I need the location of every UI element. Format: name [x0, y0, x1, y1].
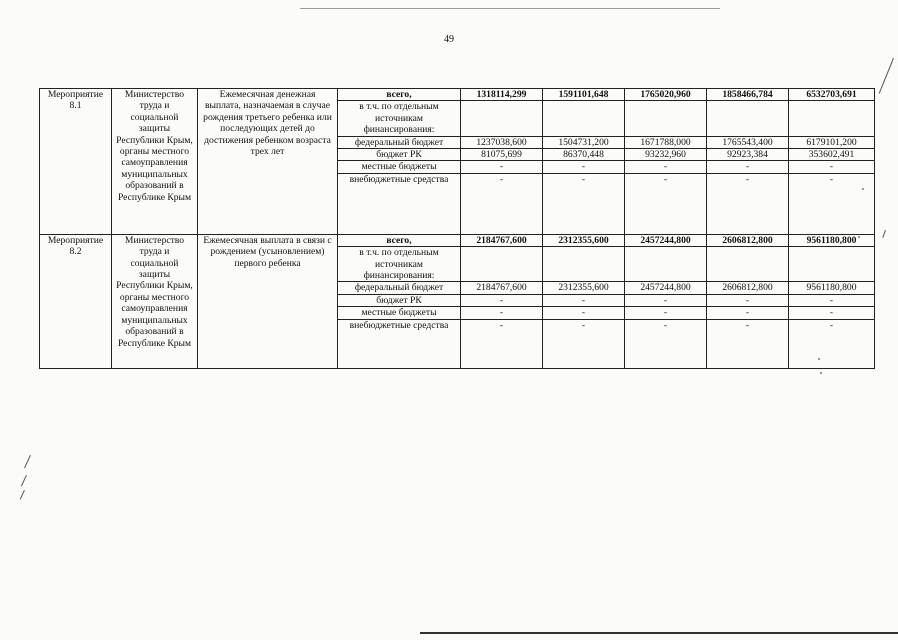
value-cell: 2606812,800 — [707, 282, 789, 294]
source-cell: всего, — [338, 234, 461, 246]
value-cell: 6179101,200 — [789, 136, 875, 148]
value-cell: 93232,960 — [625, 149, 707, 161]
value-cell: - — [625, 161, 707, 173]
source-cell: федеральный бюджет — [338, 282, 461, 294]
source-cell: в т.ч. по отдельным источникам финансирования: — [338, 101, 461, 136]
event-cell: Мероприятие 8.2 — [40, 234, 112, 368]
value-cell — [543, 247, 625, 282]
value-cell: - — [461, 319, 543, 368]
scan-mark — [24, 455, 31, 468]
value-cell: - — [789, 173, 875, 234]
value-cell: 1591101,648 — [543, 89, 625, 101]
scan-speck — [858, 236, 860, 238]
scan-mark — [879, 58, 894, 94]
executor-cell: Министерство труда и социальной защиты Республики Крым, органы местного самоуправления муниципальных образований в Республике Крым — [112, 89, 198, 235]
value-cell: 1237038,600 — [461, 136, 543, 148]
value-cell: 1858466,784 — [707, 89, 789, 101]
source-cell: бюджет РК — [338, 149, 461, 161]
value-cell: - — [543, 294, 625, 306]
value-cell: - — [789, 307, 875, 319]
source-cell: в т.ч. по отдельным источникам финансирования: — [338, 247, 461, 282]
value-cell: 2606812,800 — [707, 234, 789, 246]
value-cell: 2312355,600 — [543, 234, 625, 246]
value-cell: - — [707, 161, 789, 173]
value-cell: 1671788,000 — [625, 136, 707, 148]
value-cell: - — [707, 173, 789, 234]
description-cell: Ежемесячная выплата в связи с рождением (усыновлением) первого ребенка — [198, 234, 338, 368]
scan-mark — [882, 230, 886, 238]
value-cell: 2457244,800 — [625, 234, 707, 246]
value-cell: 86370,448 — [543, 149, 625, 161]
value-cell: - — [625, 307, 707, 319]
source-cell: федеральный бюджет — [338, 136, 461, 148]
table-row — [40, 89, 875, 101]
value-cell — [543, 101, 625, 136]
table-row — [40, 234, 875, 246]
value-cell: 9561180,800 — [789, 282, 875, 294]
value-cell: 9561180,800 — [789, 234, 875, 246]
value-cell — [707, 101, 789, 136]
scan-edge-bottom — [420, 632, 898, 634]
scan-speck — [818, 358, 820, 360]
value-cell: - — [625, 294, 707, 306]
scan-speck — [820, 372, 822, 374]
value-cell: - — [707, 319, 789, 368]
source-cell: бюджет РК — [338, 294, 461, 306]
value-cell — [707, 247, 789, 282]
page-number: 49 — [444, 34, 454, 45]
budget-table — [39, 88, 875, 369]
source-cell: местные бюджеты — [338, 307, 461, 319]
value-cell — [461, 101, 543, 136]
value-cell: - — [461, 294, 543, 306]
value-cell: 1504731,200 — [543, 136, 625, 148]
value-cell: 1765020,960 — [625, 89, 707, 101]
value-cell — [625, 101, 707, 136]
value-cell: - — [707, 294, 789, 306]
description-cell: Ежемесячная денежная выплата, назначаемая в случае рождения третьего ребенка или последующих детей до достижения ребенком возраста трех лет — [198, 89, 338, 235]
value-cell: - — [461, 307, 543, 319]
value-cell: 6532703,691 — [789, 89, 875, 101]
value-cell: 2457244,800 — [625, 282, 707, 294]
value-cell: - — [707, 307, 789, 319]
value-cell: - — [789, 161, 875, 173]
value-cell: - — [461, 161, 543, 173]
value-cell: 2184767,600 — [461, 234, 543, 246]
value-cell: - — [789, 319, 875, 368]
value-cell: 2312355,600 — [543, 282, 625, 294]
event-cell: Мероприятие 8.1 — [40, 89, 112, 235]
value-cell: - — [543, 161, 625, 173]
value-cell: 2184767,600 — [461, 282, 543, 294]
value-cell: 1765543,400 — [707, 136, 789, 148]
executor-cell: Министерство труда и социальной защиты Республики Крым, органы местного самоуправления муниципальных образований в Республике Крым — [112, 234, 198, 368]
value-cell: 1318114,299 — [461, 89, 543, 101]
source-cell: внебюджетные средства — [338, 319, 461, 368]
value-cell: 81075,699 — [461, 149, 543, 161]
scan-edge-top — [300, 8, 720, 9]
scan-mark — [20, 490, 25, 499]
source-cell: всего, — [338, 89, 461, 101]
value-cell — [461, 247, 543, 282]
scan-speck — [862, 188, 864, 190]
value-cell — [789, 101, 875, 136]
source-cell: местные бюджеты — [338, 161, 461, 173]
value-cell: - — [625, 319, 707, 368]
value-cell: - — [543, 319, 625, 368]
value-cell — [625, 247, 707, 282]
value-cell: 353602,491 — [789, 149, 875, 161]
value-cell: - — [543, 307, 625, 319]
value-cell: - — [461, 173, 543, 234]
value-cell: - — [789, 294, 875, 306]
value-cell: - — [625, 173, 707, 234]
value-cell: 92923,384 — [707, 149, 789, 161]
source-cell: внебюджетные средства — [338, 173, 461, 234]
value-cell: - — [543, 173, 625, 234]
value-cell — [789, 247, 875, 282]
scan-mark — [21, 475, 27, 486]
